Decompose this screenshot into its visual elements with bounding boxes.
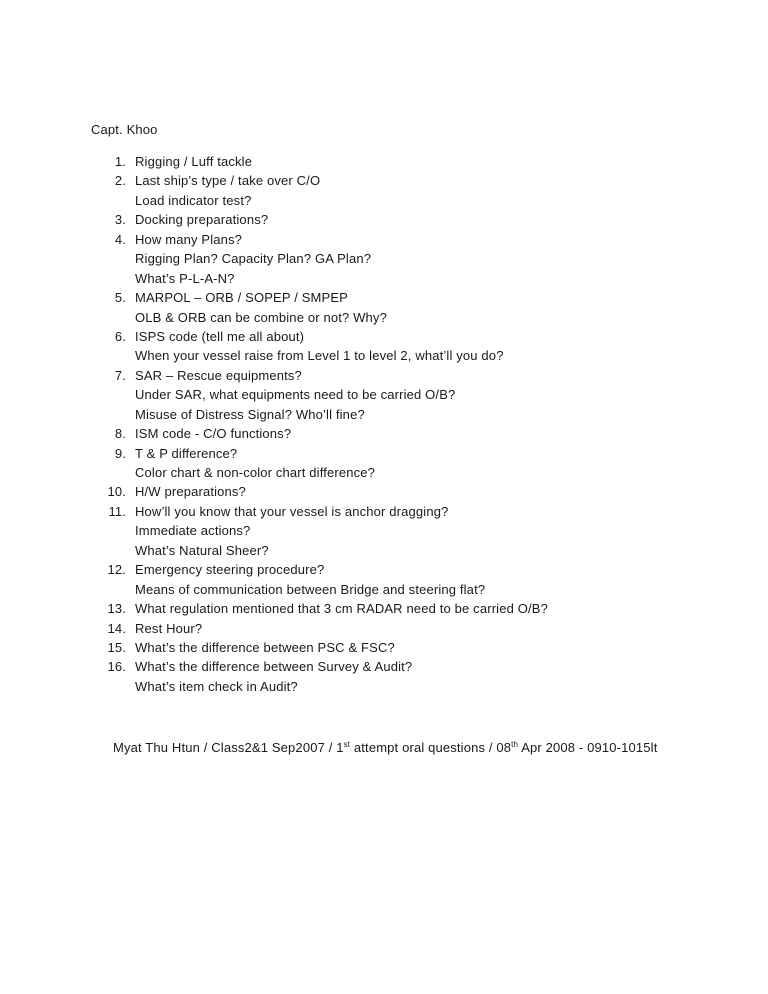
question-text: T & P difference? xyxy=(135,445,238,461)
question-number: 2. xyxy=(114,173,126,189)
question-subline xyxy=(100,541,740,560)
question-item xyxy=(100,152,740,171)
question-item xyxy=(100,424,740,443)
question-item xyxy=(100,327,740,346)
question-item xyxy=(100,366,740,385)
question-number: 9. xyxy=(114,445,126,461)
question-number: 5. xyxy=(114,290,126,306)
question-text: Rigging Plan? Capacity Plan? GA Plan? xyxy=(135,251,372,267)
question-text: Rest Hour? xyxy=(135,620,203,636)
footer-ordinal-2: th xyxy=(511,740,519,749)
question-text: When your vessel raise from Level 1 to level 2, what’ll you do? xyxy=(135,348,504,364)
question-text: ISM code - C/O functions? xyxy=(135,426,292,442)
question-number: 16. xyxy=(107,659,126,675)
question-text: Immediate actions? xyxy=(135,523,251,539)
question-item xyxy=(100,560,740,579)
question-item xyxy=(100,619,740,638)
question-item xyxy=(100,657,740,676)
question-subline xyxy=(100,580,740,599)
question-number: 1. xyxy=(114,154,126,169)
footer-text-1: Myat Thu Htun / Class2&1 Sep2007 / 1 xyxy=(113,740,344,755)
question-item xyxy=(100,599,740,618)
question-number: 4. xyxy=(114,231,126,247)
question-number: 11. xyxy=(108,503,126,519)
footer-text-3: Apr 2008 - 0910-1015lt xyxy=(518,740,658,755)
question-text: How many Plans? xyxy=(135,231,243,247)
question-text: Emergency steering procedure? xyxy=(135,562,325,578)
question-text: What’s the difference between PSC & FSC? xyxy=(135,639,395,655)
question-number: 12. xyxy=(107,562,126,578)
question-item xyxy=(100,502,740,521)
question-item xyxy=(100,288,740,307)
question-text: How’ll you know that your vessel is anchor dragging? xyxy=(135,503,449,519)
examiner-name: Capt. Khoo xyxy=(91,122,158,137)
question-text: H/W preparations? xyxy=(135,484,246,500)
question-subline xyxy=(100,677,740,696)
question-text: Under SAR, what equipments need to be carried O/B? xyxy=(135,387,456,403)
question-number: 8. xyxy=(114,426,126,442)
question-number: 13. xyxy=(107,601,126,617)
question-number: 10. xyxy=(107,484,126,500)
question-number: 15. xyxy=(107,639,126,655)
question-text: MARPOL – ORB / SOPEP / SMPEP xyxy=(135,290,348,306)
question-text: Docking preparations? xyxy=(135,212,269,228)
question-subline xyxy=(100,463,740,482)
question-text: Last ship’s type / take over C/O xyxy=(135,173,321,189)
question-item xyxy=(100,230,740,249)
question-subline xyxy=(100,269,740,288)
question-subline xyxy=(100,249,740,268)
question-number: 6. xyxy=(114,328,126,344)
footer-ordinal-1: st xyxy=(343,740,351,749)
question-text: OLB & ORB can be combine or not? Why? xyxy=(135,309,387,325)
footer-note xyxy=(113,739,657,757)
question-number: 14. xyxy=(107,620,126,636)
question-text: Misuse of Distress Signal? Who’ll fine? xyxy=(135,406,365,422)
question-text: ISPS code (tell me all about) xyxy=(135,328,305,344)
question-subline xyxy=(100,191,740,210)
question-item xyxy=(100,638,740,657)
footer-text-2: attempt oral questions / 08 xyxy=(350,740,512,755)
question-subline xyxy=(100,405,740,424)
question-subline xyxy=(100,346,740,365)
question-text: Means of communication between Bridge and steering flat? xyxy=(135,581,486,597)
question-text: What’s Natural Sheer? xyxy=(135,542,269,558)
question-text: What’s item check in Audit? xyxy=(135,678,298,694)
question-text: What regulation mentioned that 3 cm RADAR need to be carried O/B? xyxy=(135,601,548,617)
question-item xyxy=(100,171,740,190)
question-text: Color chart & non-color chart difference? xyxy=(135,465,376,480)
question-subline xyxy=(100,385,740,404)
question-text: Load indicator test? xyxy=(135,192,252,208)
question-item xyxy=(100,482,740,501)
question-text: SAR – Rescue equipments? xyxy=(135,367,302,383)
question-item xyxy=(100,210,740,229)
question-text: What’s the difference between Survey & Audit? xyxy=(135,659,413,675)
question-number: 7. xyxy=(114,367,126,383)
question-item xyxy=(100,444,740,463)
question-text: Rigging / Luff tackle xyxy=(135,154,253,169)
question-number: 3. xyxy=(114,212,126,228)
question-subline xyxy=(100,521,740,540)
question-text: What’s P-L-A-N? xyxy=(135,270,235,286)
question-list xyxy=(100,152,740,696)
question-subline xyxy=(100,308,740,327)
